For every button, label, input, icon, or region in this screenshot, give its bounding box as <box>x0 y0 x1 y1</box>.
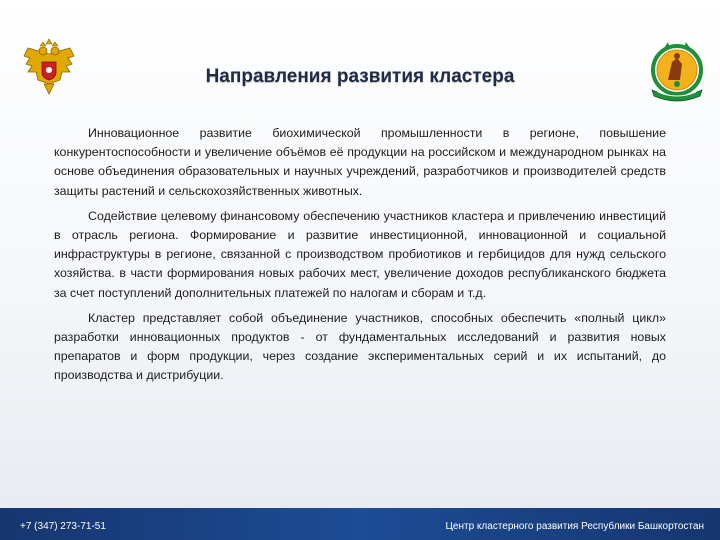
bashkortostan-coat-of-arms-icon <box>644 40 710 106</box>
paragraph: Содействие целевому финансовому обеспечению участников кластера и привлечению инвестиций в отрасль региона. Формирование и развитие инвестиционной, инновационной и социальной инфраструктуры в регионе, связанной с производством пробиотиков и гербицидов для нужд сельского хозяйства. в части формирования новых рабочих мест, увеличение доходов республиканского бюджета за счет поступлений дополнительных платежей по налогам и сборам и т.д. <box>54 208 666 300</box>
slide-title: Направления развития кластера <box>205 66 515 87</box>
paragraph: Инновационное развитие биохимической промышленности в регионе, повышение конкурентоспособности и увеличение объёмов её продукции на российском и международном рынках на основе объединения образовательных и научных учреждений, разработчиков и производителей средств защиты растений и сельскохозяйственных животных. <box>54 126 666 198</box>
russian-coat-of-arms-icon <box>18 38 80 100</box>
content-body <box>54 124 666 392</box>
footer-bar <box>0 508 720 540</box>
footer-organization: Центр кластерного развития Республики Башкортостан <box>445 521 704 532</box>
footer-phone: +7 (347) 273-71-51 <box>20 521 106 532</box>
paragraph: Кластер представляет собой объединение участников, способных обеспечить «полный цикл» разработки инновационных продуктов - от фундаментальных исследований и развития новых препаратов и форм продукции, через создание экспериментальных серий и их испытаний, до производства и дистрибуции. <box>54 310 666 383</box>
